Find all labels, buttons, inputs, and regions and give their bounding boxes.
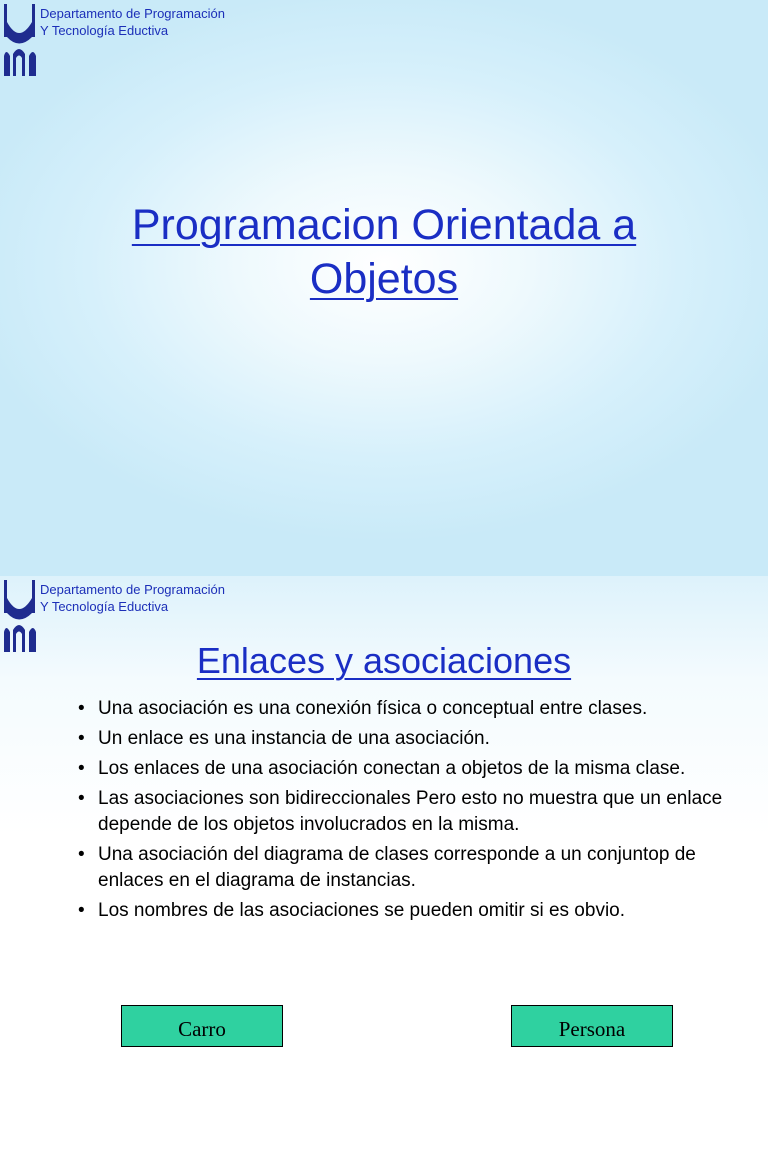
bullet-marker: • — [78, 844, 85, 865]
department-line-1: Departamento de Programación — [40, 6, 225, 21]
slide-1-title-line-1: Programacion Orientada a — [131, 201, 637, 249]
bullet-text: Los nombres de las asociaciones se pueden omitir si es obvio. — [98, 900, 626, 921]
slide-2 — [0, 576, 768, 1152]
slide-1-title — [0, 198, 768, 306]
department-line-2: Y Tecnología Eductiva — [40, 23, 169, 38]
list-item — [78, 898, 758, 924]
department-line-1: Departamento de Programación — [40, 582, 225, 597]
slide-1-title-line-2: Objetos — [309, 255, 459, 303]
slide-2-title: Enlaces y asociaciones — [196, 640, 572, 681]
bullet-text: Una asociación del diagrama de clases corresponde a un conjuntop de enlaces en el diagrama de instancias. — [98, 844, 696, 891]
list-item — [78, 756, 758, 782]
university-logo-icon — [2, 4, 40, 80]
list-item — [78, 786, 758, 838]
bullet-list — [78, 696, 758, 928]
department-header — [40, 581, 225, 615]
bullet-text: Un enlace es una instancia de una asociación. — [98, 728, 490, 749]
department-line-2: Y Tecnología Eductiva — [40, 599, 169, 614]
bullet-marker: • — [78, 728, 85, 749]
bullet-marker: • — [78, 758, 85, 779]
bullet-text: Una asociación es una conexión física o conceptual entre clases. — [98, 698, 648, 719]
list-item — [78, 726, 758, 752]
bullet-text: Los enlaces de una asociación conectan a objetos de la misma clase. — [98, 758, 686, 779]
bullet-text: Las asociaciones son bidireccionales Pero esto no muestra que un enlace depende de los objetos involucrados en la misma. — [98, 788, 723, 835]
bullet-marker: • — [78, 900, 85, 921]
class-box-persona: Persona — [511, 1005, 673, 1047]
bullet-marker: • — [78, 698, 85, 719]
class-box-carro: Carro — [121, 1005, 283, 1047]
bullet-marker: • — [78, 788, 85, 809]
department-header — [40, 5, 225, 39]
list-item — [78, 696, 758, 722]
list-item — [78, 842, 758, 894]
